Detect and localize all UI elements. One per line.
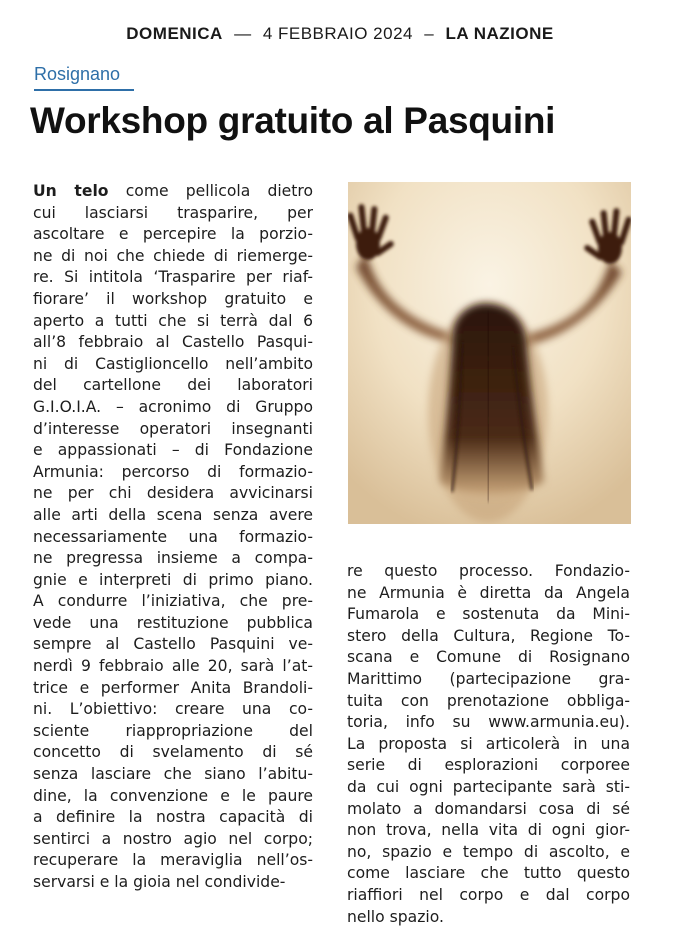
article-lead-in: Un telo <box>33 182 109 200</box>
article-text-line: aperto a tutti che si terrà dal 6 <box>33 311 313 330</box>
article-headline: Workshop gratuito al Pasquini <box>30 100 556 141</box>
masthead <box>0 24 680 44</box>
article-text-line: ne pregressa insieme a compa- <box>33 549 313 568</box>
article-text-line: no, spazio e tempo di ascolto, e <box>347 842 630 861</box>
article-text-line: La proposta si articolerà in una <box>347 734 630 753</box>
article-text-line: ne per chi desidera avvicinarsi <box>33 484 313 503</box>
article-text-line: Fumarola e sostenuta da Mini- <box>347 605 630 624</box>
article-text-line: trice e performer Anita Brandoli- <box>33 678 313 697</box>
article-text-line: all’8 febbraio al Castello Pasqui- <box>33 333 313 352</box>
article-text-line: cui lasciarsi trasparire, per <box>33 203 313 222</box>
article-text-line: fiorare’ il workshop gratuito e <box>33 289 313 308</box>
article-text-line: del cartellone dei laboratori <box>33 376 313 395</box>
article-text-line: non trova, nella vita di ogni gior- <box>347 821 630 840</box>
article-column-left <box>33 181 313 894</box>
article-text-line: scana e Comune di Rosignano <box>347 648 630 667</box>
article-photo <box>348 182 631 524</box>
article-text-line: sempre al Castello Pasquini ve- <box>33 635 313 654</box>
article-text-line: d’interesse operatori insegnanti <box>33 419 313 438</box>
article-text-line: serie di esplorazioni corporee <box>347 756 630 775</box>
article-text-line: concetto di svelamento di sé <box>33 743 313 762</box>
masthead-date: 4 FEBBRAIO 2024 <box>262 24 413 43</box>
figure-behind-veil-image <box>348 182 631 524</box>
article-text-line: sentirci a nostro agio nel corpo; <box>33 829 313 848</box>
article-text-line: re. Si intitola ‘Trasparire per riaf- <box>33 268 313 287</box>
article-column-right <box>347 561 630 928</box>
article-text-line: Marittimo (partecipazione gra- <box>347 669 630 688</box>
article-text-line: stero della Cultura, Regione To- <box>347 626 630 645</box>
article-text-line: Armunia: percorso di formazio- <box>33 462 313 481</box>
article-text-line: recuperare la meraviglia nell’os- <box>33 851 313 870</box>
article-text-line: dine, la convenzione e le paure <box>33 786 313 805</box>
masthead-paper-name: LA NAZIONE <box>445 24 554 43</box>
masthead-separator: – <box>424 24 435 43</box>
article-text-line: necessariamente una formazio- <box>33 527 313 546</box>
article-text-line: senza lasciare che siano l’abitu- <box>33 765 313 784</box>
article-text-line: tuita con prenotazione obbliga- <box>347 691 630 710</box>
article-text-line: da cui ogni partecipante sarà sti- <box>347 777 630 796</box>
article-text-line: alle arti della scena senza avere <box>33 505 313 524</box>
article-text-line: re questo processo. Fondazio- <box>347 562 630 580</box>
article-text-line: A condurre l’iniziativa, che pre- <box>33 592 313 611</box>
article-text-line: ni. L’obiettivo: creare una co- <box>33 700 313 719</box>
article-text-line: nerdì 9 febbraio alle 20, sarà l’at- <box>33 657 313 676</box>
article-text-line: ascoltare e percepire la porzio- <box>33 225 313 244</box>
article-text-line: ne di noi che chiede di riemerge- <box>33 246 313 265</box>
article-text-line: riaffiori nel corpo e dal corpo <box>347 885 630 904</box>
article-text-line: ni di Castiglioncello nell’ambito <box>33 354 313 373</box>
article-text-line: ne Armunia è diretta da Angela <box>347 583 630 602</box>
article-text-line: e appassionati – di Fondazione <box>33 441 313 460</box>
article-text-line: molato a domandarsi cosa di sé <box>347 799 630 818</box>
masthead-day: DOMENICA <box>126 24 223 43</box>
masthead-separator: — <box>234 24 252 43</box>
article-text-fragment: come pellicola dietro <box>108 182 313 200</box>
section-kicker: Rosignano <box>34 64 134 91</box>
article-text-line: nello spazio. <box>347 907 444 926</box>
article-text-line <box>33 181 313 203</box>
article-text-line: a definire la nostra capacità di <box>33 808 313 827</box>
article-text-line: toria, info su www.armunia.eu). <box>347 713 630 732</box>
article-text-line: come lasciare che tutto questo <box>347 864 630 883</box>
article-text-line: gnie e interpreti di primo piano. <box>33 570 313 589</box>
article-text-line: sciente riappropriazione del <box>33 721 313 740</box>
article-text-line: G.I.O.I.A. – acronimo di Gruppo <box>33 397 313 416</box>
article-text-line: vede una restituzione pubblica <box>33 613 313 632</box>
article-text-line: servarsi e la gioia nel condivide- <box>33 873 286 891</box>
